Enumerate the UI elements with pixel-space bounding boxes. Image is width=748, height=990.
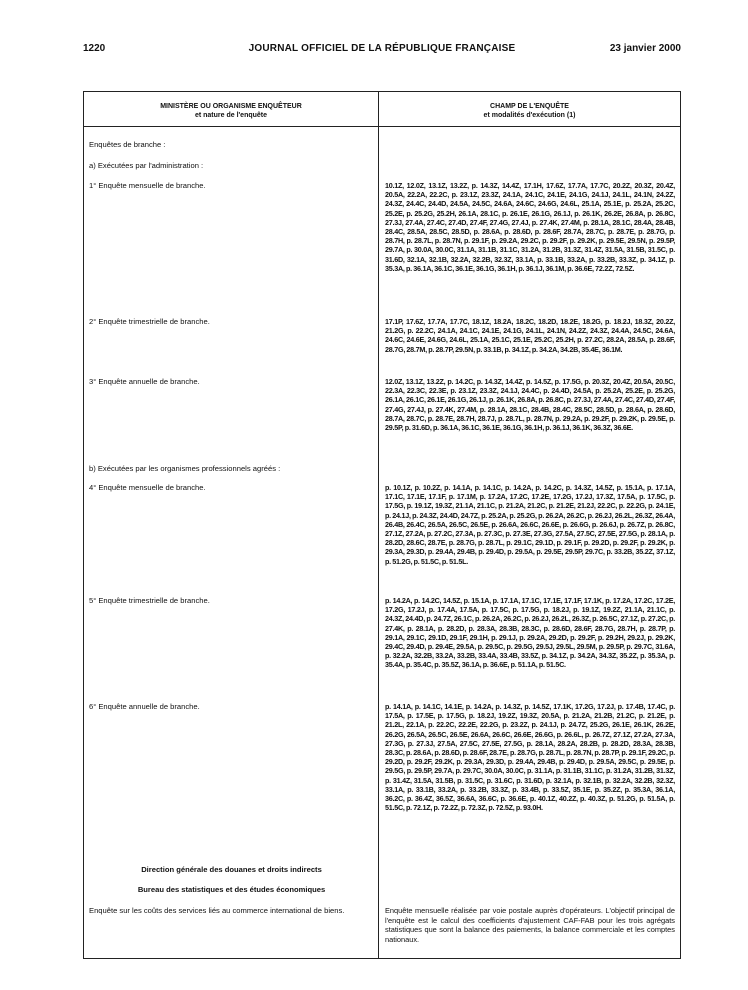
page-number: 1220 [83,43,106,54]
column-divider [378,92,379,958]
branch-surveys-title: Enquêtes de branche : [89,140,166,149]
left-header-line1: MINISTÈRE OU ORGANISME ENQUÊTEUR [160,103,302,110]
left-header-line2: et nature de l'enquête [194,112,268,119]
directorate-title: Direction générale des douanes et droits indirects [141,865,322,874]
survey-5-scope: p. 14.2A, p. 14.2C, 14.5Z, p. 15.1A, p. 17.1A, 17.1C, 17.1E, 17.1F, 17.1K, p. 17.2A, 17.2C, 17.2E, 17.2G, 17.2J, p. 17.4A, 17.5A, p. 17.5C, p. 17.5G, p. 18.2J, p. 19.1Z, 19.2Z, 21.1A, 21.1C, p. 24.3Z, 24.4D, p. 24.7Z, 26.1C, p. 26.2A, 26.2C, p. 26.2J, 26.2L, 26.3Z, p. 26.5C, 27.1Z, p. 27.2C, p. 27.4K, p. 28.1A, p. 28.2D, p. 28.3A, 28.3B, 28.3C, p. 28.6D, 28.6F, 28.7G, 28.7H, p. 28.7P, p. 29.1A, 29.1C, 29.1D, 29.1F, 29.1H, p. 29.1J, p. 29.2A, 29.2D, p. 29.2F, p. 29.2H, 29.2J, p. 29.2K, 29.4C, 29.4D, p. 29.4E, 29.5A, p. 29.5C, p. 29.5G, 29.5J, 29.5L, 29.5M, p. 29.5P, p. 29.7C, 31.6A, p. 32.2A, 32.2B, 33.2A, 33.2B, 33.4A, 33.4B, 33.5Z, p. 34.1Z, p. 34.2A, 34.3Z, 35.2Z, p. 35.3A, p. 35.4A, p. 35.4C, p. 35.5Z, 36.1A, p. 36.6E, p. 51.1A, p. 51.5C. [385,596,675,670]
survey-1-scope: 10.1Z, 12.0Z, 13.1Z, 13.2Z, p. 14.3Z, 14.4Z, 17.1H, 17.6Z, 17.7A, 17.7C, 20.2Z, 20.3Z, 20.4Z, 20.5A, 22.2A, 22.2C, p. 23.1Z, 23.3Z, 24.1A, 24.1C, 24.1E, 24.1G, 24.1J, 24.1L, 24.1N, 24.2Z, 24.3Z, 24.4C, 24.4D, 24.5A, 24.5C, 24.6A, 24.6C, 24.6G, 24.6L, 25.1A, 25.1E, p. 25.2A, 25.2C, 25.2E, p. 25.2G, 25.2H, 26.1A, 28.1C, p. 26.1E, 26.1G, 26.1J, p. 26.1K, 26.2E, 26.8A, p. 26.8C, 27.3J, 27.4A, 27.4C, 27.4D, 27.4F, 27.4G, 27.4J, p. 27.4K, 27.4M, p. 28.1A, 28.1C, 28.4A, 28.4B, 28.4C, 28.5A, 28.5C, 28.5D, p. 28.6A, p. 28.6D, p. 28.6F, 28.7A, 28.7C, p. 28.7E, p. 28.7G, p. 28.7H, p. 28.7L, p. 28.7N, p. 29.1F, p. 29.2A, 29.2C, p. 29.2F, p. 29.2K, p. 29.5E, 29.5N, p. 29.5P, 29.7A, p. 30.0A, 30.0C, 31.1A, 31.1B, 31.1C, 31.2A, 31.2B, 31.3Z, 31.4Z, 31.5A, 31.5B, 31.5C, p. 31.6D, 32.1A, 32.1B, 32.2A, 32.2B, 32.3Z, 33.1A, p. 33.1B, 33.2A, p. 33.2B, 33.3Z, p. 34.1Z, p. 35.3A, p. 36.1A, 36.1C, 36.1E, 36.1G, 36.1H, p. 36.1J, 36.1M, p. 36.6E, 72.2Z, 72.5Z. [385,181,675,273]
bureau-title: Bureau des statistiques et des études économiques [137,885,326,894]
survey-6-label: 6° Enquête annuelle de branche. [89,702,200,711]
survey-1-label: 1° Enquête mensuelle de branche. [89,181,206,190]
journal-title: JOURNAL OFFICIEL DE LA RÉPUBLIQUE FRANÇAISE [248,43,516,54]
survey-3-label: 3° Enquête annuelle de branche. [89,377,200,386]
pro-surveys-title: b) Exécutées par les organismes professionnels agréés : [89,464,281,473]
right-column-header [379,102,680,120]
page-header [83,43,681,57]
survey-7-label: Enquête sur les coûts des services liés au commerce international de biens. [89,906,345,915]
survey-6-scope: p. 14.1A, p. 14.1C, 14.1E, p. 14.2A, p. 14.3Z, p. 14.5Z, 17.1K, 17.2G, 17.2J, p. 17.4B, 17.4C, p. 17.5A, p. 17.5E, p. 17.5G, p. 18.2J, 19.2Z, 19.3Z, 20.5A, p. 21.2A, 21.2B, 21.2C, p. 21.2E, p. 21.2L, 22.1A, p. 22.2C, 22.2E, 22.2G, p. 23.2Z, p. 24.1J, p. 24.7Z, 25.2G, 26.1E, 26.1K, 26.2E, 26.2G, 26.5A, 26.5C, 26.5E, 26.6A, 26.6C, 26.6E, 26.6G, p. 26.6L, p. 26.7Z, 27.1Z, 27.2A, 27.3A, 27.3G, p. 27.3J, 27.5A, 27.5C, 27.5E, 27.5G, p. 28.1A, 28.2A, 28.2B, p. 28.2D, 28.3A, 28.3B, 28.3C, p. 28.6A, p. 28.6D, p. 28.6F, 28.7E, p. 28.7G, p. 28.7L, p. 28.7N, p. 28.7P, p. 29.1F, 29.2C, p. 29.2D, p. 29.2F, 29.2K, p. 29.3A, 29.3D, p. 29.4A, 29.4B, p. 29.4D, p. 29.5A, 29.5C, p. 29.5E, p. 29.5G, p. 29.5P, 29.7A, p. 29.7C, 30.0A, 30.0C, p. 31.1A, p. 31.1B, 31.1C, p. 31.2A, 31.2B, 31.3Z, p. 31.4Z, 31.5A, 31.5B, p. 31.5C, p. 31.6C, p. 31.6D, p. 32.1A, p. 32.1B, p. 32.2A, 32.2B, 32.3Z, 33.1A, p. 33.1B, 33.2A, p. 33.2B, 33.3Z, p. 33.4B, p. 33.5Z, 35.1E, p. 35.2Z, p. 35.3A, 36.1A, 36.2C, p. 36.4Z, 36.5Z, 36.6A, 36.6C, p. 36.6E, p. 40.1Z, 40.2Z, p. 40.3Z, p. 51.2G, p. 51.5A, p. 51.5C, p. 72.1Z, p. 72.2Z, p. 72.3Z, p. 72.5Z, p. 93.0H. [385,702,675,813]
right-header-line2: et modalités d'exécution (1) [483,112,576,119]
survey-4-label: 4° Enquête mensuelle de branche. [89,483,206,492]
survey-5-label: 5° Enquête trimestrielle de branche. [89,596,210,605]
survey-2-scope: 17.1P, 17.6Z, 17.7A, 17.7C, 18.1Z, 18.2A, 18.2C, 18.2D, 18.2E, 18.2G, p. 18.2J, 18.3Z, 20.2Z, 21.2G, p. 22.2C, 24.1A, 24.1C, 24.1E, 24.1G, 24.1L, 24.1N, 24.2Z, 24.3Z, 24.4A, 24.5C, 24.6A, 24.6C, 24.6E, 24.6G, 24.6L, 25.1A, 25.1C, 25.1E, 25.2C, 25.2H, p. 27.2C, 28.2A, 28.5A, p. 28.6F, 28.7G, 28.7M, p. 28.7P, 29.5N, p. 33.1B, p. 34.1Z, p. 34.2A, 34.2B, 35.4E, 36.1M. [385,317,675,354]
survey-4-scope: p. 10.1Z, p. 10.2Z, p. 14.1A, p. 14.1C, p. 14.2A, p. 14.2C, p. 14.3Z, 14.5Z, p. 15.1A, p. 17.1A, 17.1C, 17.1E, 17.1F, p. 17.1M, p. 17.2A, 17.2C, 17.2E, 17.2G, 17.2J, 17.3Z, 17.5A, p. 17.5C, p. 17.5G, p. 19.1Z, 19.3Z, 21.1A, 21.1C, p. 21.2A, 21.2C, p. 21.2E, 21.2J, 22.2C, p. 22.2G, p. 24.1E, p. 24.1J, p. 24.3Z, 24.4D, 24.7Z, p. 25.2A, p. 25.2G, p. 26.2A, 26.2C, p. 26.2J, 26.2L, 26.3Z, 26.4A, 26.4B, 26.4C, 26.5A, 26.5C, 26.5E, p. 26.6A, 26.6C, 26.6E, p. 26.6G, p. 26.6J, p. 26.7Z, p. 26.8C, 27.1Z, 27.2A, p. 27.2C, 27.3A, p. 27.3C, p. 27.3E, 27.3G, 27.5A, 27.5C, 27.5E, 27.5G, p. 28.1A, p. 28.2D, 28.6C, 28.7E, p. 28.7G, p. 28.7L, p. 29.1C, 29.1D, p. 29.1F, p. 29.2D, p. 29.2F, p. 29.2K, p. 29.3A, 29.3D, p. 29.4A, 29.4B, p. 29.4D, p. 29.5A, p. 29.5E, 29.5P, 29.7C, p. 33.2B, 35.2Z, 37.1Z, p. 51.2G, p. 51.5C, p. 51.5L. [385,483,675,566]
survey-3-scope: 12.0Z, 13.1Z, 13.2Z, p. 14.2C, p. 14.3Z, 14.4Z, p. 14.5Z, p. 17.5G, p. 20.3Z, 20.4Z, 20.5A, 20.5C, 22.3A, 22.3C, 22.3E, p. 23.1Z, 23.3Z, 24.1J, 24.4C, p. 24.4D, 24.5A, p. 25.2A, 25.2E, p. 25.2G, 26.1A, 26.1C, 26.1E, 26.1G, 26.1J, p. 26.1K, 26.8A, p. 26.8C, p. 27.3J, 27.4A, 27.4C, 27.4D, 27.4F, 27.4G, 27.4J, p. 27.4K, 27.4M, p. 28.1A, 28.1C, 28.4B, 28.4C, 28.5C, 28.5D, p. 28.6A, p. 28.6D, 28.7A, 28.7C, p. 28.7E, 28.7H, 28.7J, p. 28.7L, p. 28.7N, p. 29.2A, p. 29.2F, p. 29.2K, p. 29.5E, p. 29.5P, p. 31.6D, p. 36.1A, 36.1C, 36.1E, 36.1G, 36.1H, p. 36.1J, 36.1K, 36.3Z, 36.6E. [385,377,675,433]
header-divider [84,126,680,127]
publication-date: 23 janvier 2000 [609,43,681,54]
survey-7-scope: Enquête mensuelle réalisée par voie postale auprès d'opérateurs. L'objectif principal de l'enquête est le calcul des coefficients d'ajustement CAF-FAB pour les trois agrégats statistiques que sont la balance des paiements, la balance commerciale et les comptes nationaux. [385,906,675,944]
survey-table [83,91,681,959]
left-column-header [84,102,378,120]
right-header-line1: CHAMP DE L'ENQUÊTE [490,103,569,110]
survey-2-label: 2° Enquête trimestrielle de branche. [89,317,210,326]
admin-surveys-title: a) Exécutées par l'administration : [89,161,204,170]
